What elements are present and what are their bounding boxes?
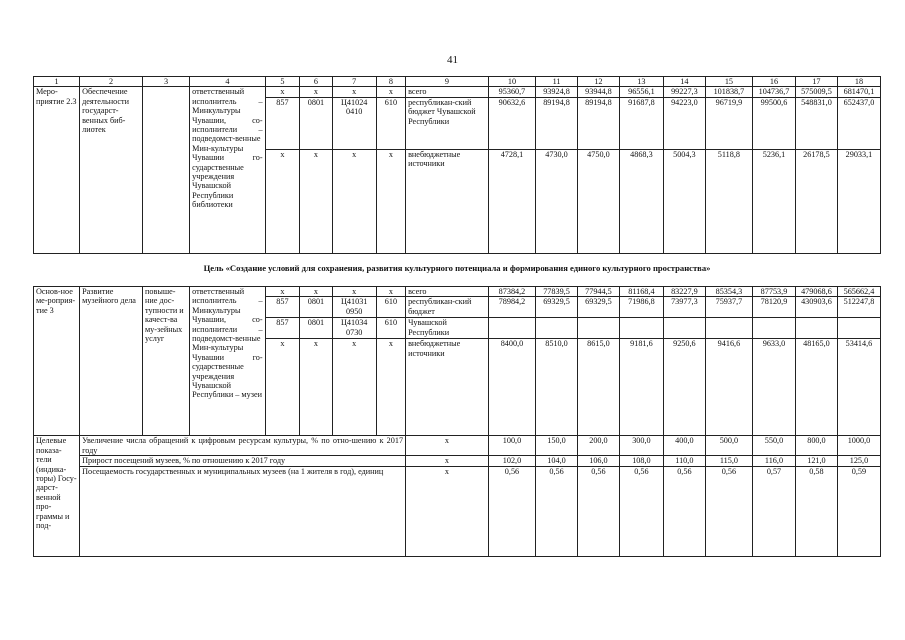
value-cell xyxy=(619,318,663,339)
value-cell: 565662,4 xyxy=(837,287,880,297)
header-cell: 18 xyxy=(837,77,880,87)
value-cell: 95360,7 xyxy=(488,87,535,97)
value-cell: 9181,6 xyxy=(619,339,663,436)
value-cell: 90632,6 xyxy=(488,97,535,149)
header-cell: 14 xyxy=(663,77,705,87)
value-cell: 77839,5 xyxy=(536,287,578,297)
code-grbs: 857 xyxy=(265,297,300,318)
value-cell: 652437,0 xyxy=(837,97,880,149)
indicator-value: 0,56 xyxy=(705,466,752,556)
indicators-label: Целевые показа-тели (индика-торы) Госу-дарст-венной про-граммы и под- xyxy=(34,436,80,556)
value-cell: 548831,0 xyxy=(795,97,837,149)
indicator-value: 102,0 xyxy=(488,456,535,466)
value-cell xyxy=(705,318,752,339)
value-cell: 87753,9 xyxy=(753,287,796,297)
value-cell: 53414,6 xyxy=(837,339,880,436)
indicator-value: 0,56 xyxy=(619,466,663,556)
measure-name: Меро-приятие 2.3 xyxy=(34,87,80,253)
executor: ответственный исполнитель – Минкультуры Чувашии, со-исполнители – подведомст-венные Мин-культуры Чувашии го-сударственные учреждения Чувашской Республики библиотеки xyxy=(190,87,265,253)
value-cell: 8615,0 xyxy=(577,339,619,436)
value-cell xyxy=(663,318,705,339)
indicator-value: 0,57 xyxy=(753,466,796,556)
value-cell: 5004,3 xyxy=(663,149,705,253)
code-section: x xyxy=(300,149,332,253)
indicator-value: 125,0 xyxy=(837,456,880,466)
table-row xyxy=(34,87,881,97)
code-target-article: x xyxy=(332,87,376,97)
indicator-value: 300,0 xyxy=(619,436,663,456)
indicator-name: Прирост посещений музеев, % по отношению к 2017 году xyxy=(80,456,406,466)
indicator-mark: x xyxy=(406,466,489,556)
indicator-name: Посещаемость государственных и муниципальных музеев (на 1 жителя в год), единиц xyxy=(80,466,406,556)
funding-source: республикан-ский бюджет xyxy=(406,297,489,318)
indicator-value: 110,0 xyxy=(663,456,705,466)
value-cell xyxy=(536,318,578,339)
value-cell: 69329,5 xyxy=(536,297,578,318)
indicator-value: 150,0 xyxy=(536,436,578,456)
funding-source: всего xyxy=(406,87,489,97)
value-cell: 78120,9 xyxy=(753,297,796,318)
value-cell: 93944,8 xyxy=(577,87,619,97)
header-cell: 1 xyxy=(34,77,80,87)
code-expense-type: 610 xyxy=(376,97,405,149)
indicator-value: 108,0 xyxy=(619,456,663,466)
indicator-mark: x xyxy=(406,456,489,466)
code-target-article: x xyxy=(332,339,376,436)
indicator-row xyxy=(34,466,881,556)
value-cell: 96556,1 xyxy=(619,87,663,97)
funding-source: республикан-ский бюджет Чувашской Республики xyxy=(406,97,489,149)
indicator-value: 100,0 xyxy=(488,436,535,456)
header-cell: 13 xyxy=(619,77,663,87)
value-cell: 71986,8 xyxy=(619,297,663,318)
value-cell: 9416,6 xyxy=(705,339,752,436)
indicator-value: 104,0 xyxy=(536,456,578,466)
value-cell: 4728,1 xyxy=(488,149,535,253)
code-target-article: Ц41024 0410 xyxy=(332,97,376,149)
indicator-value: 106,0 xyxy=(577,456,619,466)
table-block-1 xyxy=(33,76,881,254)
code-grbs: x xyxy=(265,87,300,97)
value-cell: 69329,5 xyxy=(577,297,619,318)
value-cell: 75937,7 xyxy=(705,297,752,318)
value-cell: 5236,1 xyxy=(753,149,796,253)
indicator-value: 550,0 xyxy=(753,436,796,456)
code-expense-type: 610 xyxy=(376,318,405,339)
value-cell: 89194,8 xyxy=(536,97,578,149)
indicator-value: 0,56 xyxy=(577,466,619,556)
table-block-2 xyxy=(33,286,881,557)
indicator-value: 0,58 xyxy=(795,466,837,556)
indicator-row xyxy=(34,436,881,456)
value-cell: 9633,0 xyxy=(753,339,796,436)
indicator-value: 800,0 xyxy=(795,436,837,456)
indicator-value: 115,0 xyxy=(705,456,752,466)
value-cell: 4750,0 xyxy=(577,149,619,253)
measure-goal xyxy=(143,87,190,253)
code-section: 0801 xyxy=(300,97,332,149)
value-cell: 479068,6 xyxy=(795,287,837,297)
value-cell: 8400,0 xyxy=(488,339,535,436)
code-grbs: x xyxy=(265,339,300,436)
code-section: 0801 xyxy=(300,297,332,318)
code-expense-type: x xyxy=(376,87,405,97)
header-cell: 11 xyxy=(536,77,578,87)
value-cell xyxy=(577,318,619,339)
code-target-article: x xyxy=(332,287,376,297)
value-cell: 83227,9 xyxy=(663,287,705,297)
page-number: 41 xyxy=(447,54,458,66)
code-target-article: x xyxy=(332,149,376,253)
indicator-value: 116,0 xyxy=(753,456,796,466)
value-cell: 26178,5 xyxy=(795,149,837,253)
header-cell: 9 xyxy=(406,77,489,87)
value-cell: 104736,7 xyxy=(753,87,796,97)
header-cell: 5 xyxy=(265,77,300,87)
indicator-value: 0,56 xyxy=(663,466,705,556)
value-cell xyxy=(753,318,796,339)
measure-title: Обеспечение деятельности государст-венных биб-лиотек xyxy=(80,87,143,253)
executor: ответственный исполнитель – Минкультуры Чувашии, со-исполнители – подведомст-венные Мин-культуры Чувашии го-сударственные учреждения Чувашской Республики – музеи xyxy=(190,287,265,436)
indicator-value: 200,0 xyxy=(577,436,619,456)
code-expense-type: 610 xyxy=(376,297,405,318)
value-cell: 96719,9 xyxy=(705,97,752,149)
measure-name: Основ-ное ме-роприя-тие 3 xyxy=(34,287,80,436)
value-cell: 4730,0 xyxy=(536,149,578,253)
value-cell: 512247,8 xyxy=(837,297,880,318)
funding-source: всего xyxy=(406,287,489,297)
header-cell: 7 xyxy=(332,77,376,87)
code-expense-type: x xyxy=(376,149,405,253)
value-cell: 8510,0 xyxy=(536,339,578,436)
indicator-row xyxy=(34,456,881,466)
indicator-value: 0,56 xyxy=(536,466,578,556)
value-cell: 81168,4 xyxy=(619,287,663,297)
code-grbs: 857 xyxy=(265,97,300,149)
header-cell: 6 xyxy=(300,77,332,87)
funding-source: Чувашской Республики xyxy=(406,318,489,339)
indicator-value: 0,56 xyxy=(488,466,535,556)
header-cell: 10 xyxy=(488,77,535,87)
header-cell: 2 xyxy=(80,77,143,87)
header-cell: 16 xyxy=(753,77,796,87)
value-cell: 78984,2 xyxy=(488,297,535,318)
code-target-article: Ц41034 0730 xyxy=(332,318,376,339)
header-cell: 8 xyxy=(376,77,405,87)
value-cell xyxy=(488,318,535,339)
value-cell: 681470,1 xyxy=(837,87,880,97)
header-row xyxy=(34,77,881,87)
value-cell: 87384,2 xyxy=(488,287,535,297)
value-cell: 91687,8 xyxy=(619,97,663,149)
code-section: x xyxy=(300,339,332,436)
indicator-value: 500,0 xyxy=(705,436,752,456)
indicator-mark: x xyxy=(406,436,489,456)
value-cell: 575009,5 xyxy=(795,87,837,97)
measure-goal: повыше-ние дос-тупности и качест-ва му-зейных услуг xyxy=(143,287,190,436)
header-cell: 3 xyxy=(143,77,190,87)
indicator-value: 0,59 xyxy=(837,466,880,556)
value-cell: 4868,3 xyxy=(619,149,663,253)
header-cell: 4 xyxy=(190,77,265,87)
goal-heading: Цель «Создание условий для сохранения, развития культурного потенциала и формирования единого культурного пространства» xyxy=(203,263,711,273)
value-cell: 99500,6 xyxy=(753,97,796,149)
funding-source: внебюджетные источники xyxy=(406,339,489,436)
code-expense-type: x xyxy=(376,339,405,436)
value-cell: 77944,5 xyxy=(577,287,619,297)
value-cell: 93924,8 xyxy=(536,87,578,97)
value-cell: 9250,6 xyxy=(663,339,705,436)
measure-title: Развитие музейного дела xyxy=(80,287,143,436)
header-cell: 17 xyxy=(795,77,837,87)
value-cell: 89194,8 xyxy=(577,97,619,149)
value-cell: 73977,3 xyxy=(663,297,705,318)
value-cell: 5118,8 xyxy=(705,149,752,253)
value-cell: 101838,7 xyxy=(705,87,752,97)
indicator-value: 121,0 xyxy=(795,456,837,466)
indicator-value: 400,0 xyxy=(663,436,705,456)
value-cell: 85354,3 xyxy=(705,287,752,297)
code-target-article: Ц41031 0950 xyxy=(332,297,376,318)
value-cell: 94223,0 xyxy=(663,97,705,149)
value-cell: 29033,1 xyxy=(837,149,880,253)
code-grbs: 857 xyxy=(265,318,300,339)
value-cell: 48165,0 xyxy=(795,339,837,436)
header-cell: 15 xyxy=(705,77,752,87)
code-grbs: x xyxy=(265,287,300,297)
table-row xyxy=(34,287,881,297)
code-section: x xyxy=(300,287,332,297)
code-section: x xyxy=(300,87,332,97)
indicator-value: 1000,0 xyxy=(837,436,880,456)
code-grbs: x xyxy=(265,149,300,253)
funding-source: внебюджетные источники xyxy=(406,149,489,253)
value-cell: 99227,3 xyxy=(663,87,705,97)
value-cell xyxy=(795,318,837,339)
code-section: 0801 xyxy=(300,318,332,339)
header-cell: 12 xyxy=(577,77,619,87)
code-expense-type: x xyxy=(376,287,405,297)
indicator-name: Увеличение числа обращений к цифровым ресурсам культуры, % по отно-шению к 2017 году xyxy=(80,436,406,456)
value-cell: 430903,6 xyxy=(795,297,837,318)
value-cell xyxy=(837,318,880,339)
